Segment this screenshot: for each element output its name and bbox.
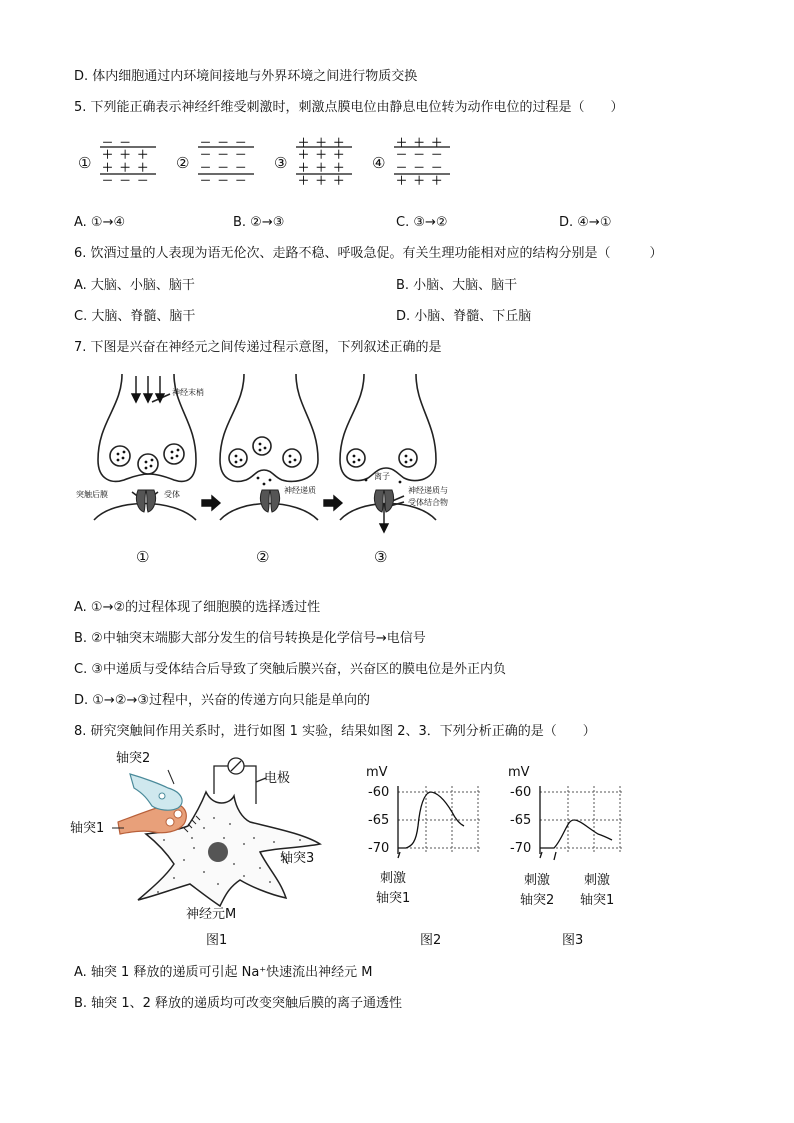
q5-diagram-2-num: ② xyxy=(176,154,190,172)
label-transmitter: 神经递质 xyxy=(284,486,316,495)
q5-d2-row3: － － － xyxy=(200,161,247,174)
fig1-label-axon3: 轴突3 xyxy=(280,851,315,866)
q5-d4-row4: ＋ ＋ ＋ xyxy=(396,174,443,187)
fig3-tick-60: -60 xyxy=(510,785,532,800)
q5-option-c: C. ③→② xyxy=(396,215,448,230)
fig3-caption: 图3 xyxy=(562,933,584,948)
fig3-stim-b-1: 刺激 xyxy=(584,873,611,888)
fig2-stim-label-2: 轴突1 xyxy=(376,891,411,906)
q6-option-c: C. 大脑、脊髓、脑干 xyxy=(74,309,196,324)
fig2-unit: mV xyxy=(366,765,388,780)
q4-option-d: D. 体内细胞通过内环境间接地与外界环境之间进行物质交换 xyxy=(74,69,418,84)
q8-fig2 xyxy=(360,762,500,950)
q5-diagrams xyxy=(74,134,474,190)
q5-d3-row1: ＋ ＋ ＋ xyxy=(298,136,345,149)
q8-fig1 xyxy=(70,748,340,950)
q6-option-a: A. 大脑、小脑、脑干 xyxy=(74,278,195,293)
fig2-tick-65: -65 xyxy=(368,813,390,828)
label-ion: 离子 xyxy=(374,472,390,481)
fig1-label-axon1: 轴突1 xyxy=(70,821,105,836)
q7-stem: 7. 下图是兴奋在神经元之间传递过程示意图，下列叙述正确的是 xyxy=(74,340,442,355)
fig2-caption: 图2 xyxy=(420,933,442,948)
q6-option-b: B. 小脑、大脑、脑干 xyxy=(396,278,518,293)
q5-diagram-3-num: ③ xyxy=(274,154,288,172)
q5-d1-row3: ＋ ＋ ＋ xyxy=(102,161,149,174)
q7-option-c: C. ③中递质与受体结合后导致了突触后膜兴奋，兴奋区的膜电位是外正内负 xyxy=(74,662,506,677)
q8-option-a: A. 轴突 1 释放的递质可引起 Na⁺快速流出神经元 M xyxy=(74,965,373,980)
fig2-tick-70: -70 xyxy=(368,841,390,856)
q5-d3-row4: ＋ ＋ ＋ xyxy=(298,174,345,187)
q5-d1-row1: － － xyxy=(102,136,131,149)
q5-d2-row1: － － － xyxy=(200,136,247,149)
q7-synapse-figure xyxy=(74,372,494,572)
q7-option-b: B. ②中轴突末端膨大部分发生的信号转换是化学信号→电信号 xyxy=(74,631,426,646)
q5-d1-row4: － － － xyxy=(102,174,149,187)
q8-fig3 xyxy=(508,762,658,950)
q7-synapse-drawing xyxy=(74,372,494,572)
label-nerve-end: 神经末梢 xyxy=(172,388,204,397)
label-post-membrane: 突触后膜 xyxy=(76,490,108,499)
q7-option-d: D. ①→②→③过程中，兴奋的传递方向只能是单向的 xyxy=(74,693,371,708)
q7-fig-num-1: ① xyxy=(136,548,150,566)
q5-d2-row2: － － － xyxy=(200,148,247,161)
fig3-stim-b-2: 轴突1 xyxy=(580,893,615,908)
q5-d2-row4: － － － xyxy=(200,174,247,187)
fig1-caption: 图1 xyxy=(206,933,228,948)
q8-option-b: B. 轴突 1、2 释放的递质均可改变突触后膜的离子通透性 xyxy=(74,996,402,1011)
q5-option-b: B. ②→③ xyxy=(233,215,285,230)
q5-d4-row3: － － － xyxy=(396,161,443,174)
fig2-tick-60: -60 xyxy=(368,785,390,800)
q5-option-d: D. ④→① xyxy=(559,215,612,230)
q5-option-a: A. ①→④ xyxy=(74,215,126,230)
fig1-label-electrode: 电极 xyxy=(264,771,291,786)
q5-d1-row2: ＋ ＋ ＋ xyxy=(102,148,149,161)
fig3-tick-70: -70 xyxy=(510,841,532,856)
q5-diagram-1-num: ① xyxy=(78,154,92,172)
fig3-stim-a-1: 刺激 xyxy=(524,873,551,888)
fig2-stim-label-1: 刺激 xyxy=(380,871,407,886)
fig3-stim-a-2: 轴突2 xyxy=(520,893,555,908)
q8-stem: 8. 研究突触间作用关系时，进行如图 1 实验，结果如图 2、3．下列分析正确的是（ ） xyxy=(74,724,596,739)
q5-diagram-4-num: ④ xyxy=(372,154,386,172)
q7-option-a: A. ①→②的过程体现了细胞膜的选择透过性 xyxy=(74,600,321,615)
fig3-unit: mV xyxy=(508,765,530,780)
fig3-tick-65: -65 xyxy=(510,813,532,828)
q5-stem: 5. 下列能正确表示神经纤维受刺激时，刺激点膜电位由静息电位转为动作电位的过程是（ ） xyxy=(74,100,624,115)
q5-d4-row2: － － － xyxy=(396,148,443,161)
q7-fig-num-3: ③ xyxy=(374,548,388,566)
q5-d3-row3: ＋ ＋ ＋ xyxy=(298,161,345,174)
fig1-label-neuronM: 神经元M xyxy=(186,907,237,922)
q7-fig-num-2: ② xyxy=(256,548,270,566)
label-complex-1: 神经递质与 xyxy=(408,486,448,495)
fig1-label-axon2: 轴突2 xyxy=(116,751,151,766)
label-complex-2: 受体结合物 xyxy=(408,498,448,507)
q5-d4-row1: ＋ ＋ ＋ xyxy=(396,136,443,149)
q5-membrane-lines xyxy=(74,134,474,190)
q6-stem: 6. 饮酒过量的人表现为语无伦次、走路不稳、呼吸急促。有关生理功能相对应的结构分别是（ ） xyxy=(74,246,663,261)
q5-d3-row2: ＋ ＋ ＋ xyxy=(298,148,345,161)
label-receptor: 受体 xyxy=(164,490,180,499)
q6-option-d: D. 小脑、脊髓、下丘脑 xyxy=(396,309,532,324)
